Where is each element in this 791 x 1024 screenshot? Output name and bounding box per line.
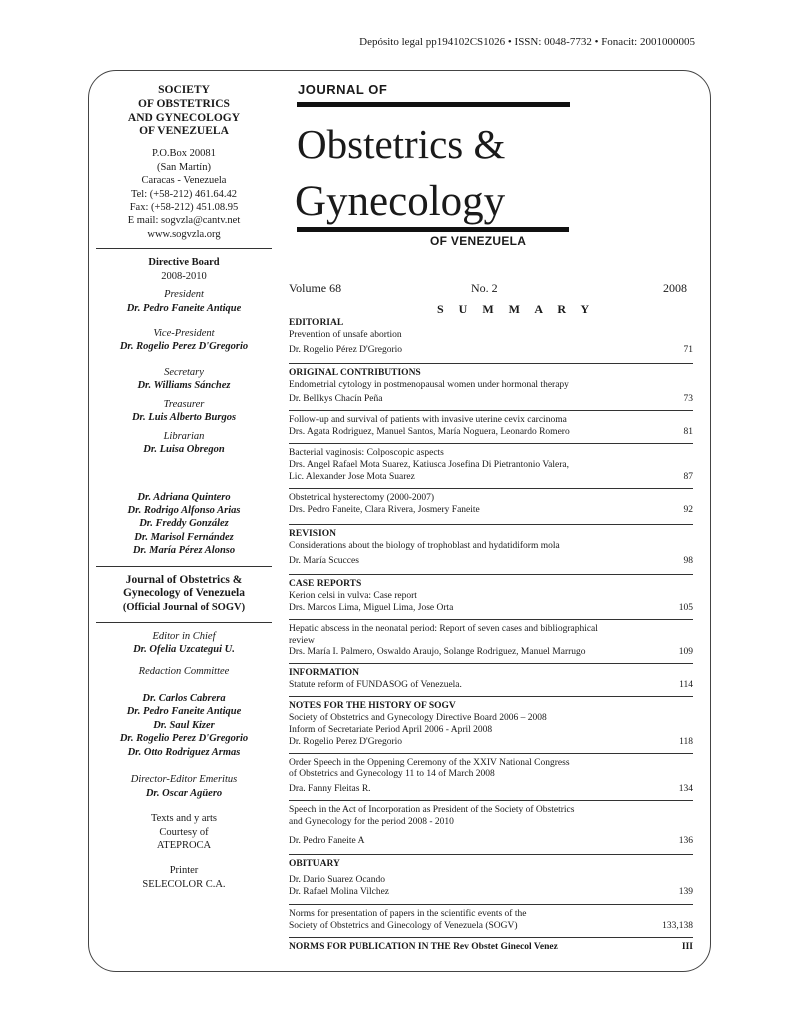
credit-line: SELECOLOR C.A. (142, 878, 226, 890)
divider (289, 800, 693, 801)
toc-entry (289, 680, 693, 692)
officer-role: Vice-President (153, 328, 215, 339)
article-authors: Lic. Alexander Jose Mota Suarez (289, 471, 415, 482)
journal-title (92, 574, 276, 602)
article-title-cont: of Obstetrics and Gynecology 11 to 14 of March 2008 (289, 769, 495, 780)
sidebar (92, 84, 276, 891)
credit-line: Printer (169, 865, 199, 877)
page-number: III (681, 942, 693, 953)
editor-name: Dr. Ofelia Uzcategui U. (133, 644, 235, 656)
divider (289, 854, 693, 855)
article-title[interactable]: Bacterial vaginosis: Colposcopic aspects (289, 448, 444, 458)
article-title[interactable]: Norms for presentation of papers in the scientific events of the (289, 909, 527, 920)
committee-member: Dr. Otto Rodriguez Armas (127, 746, 241, 758)
officer-name: Dr. Rogelio Perez D'Gregorio (119, 341, 249, 353)
toc-entry (289, 647, 693, 659)
toc-entry (289, 887, 693, 899)
section-heading: CASE REPORTS (289, 579, 362, 589)
article-title-cont: Society of Obstetrics and Ginecology of Venezuela (SOGV) (289, 921, 518, 932)
journal-title-line: Gynecology of Venezuela (122, 587, 246, 600)
page-number: 133,138 (662, 921, 693, 932)
po-box: P.O.Box 20081 (152, 148, 216, 160)
obituary-name: Dr. Dario Suarez Ocando (289, 874, 386, 885)
page-number: 73 (683, 394, 693, 405)
member-name: Dr. Freddy González (139, 518, 229, 530)
contact-info (92, 147, 276, 241)
member-name: Dr. María Pérez Alonso (132, 545, 236, 557)
section-heading: ORIGINAL CONTRIBUTIONS (289, 367, 421, 378)
page-number: 105 (678, 602, 693, 613)
toc-entry (289, 427, 693, 439)
divider (96, 566, 272, 567)
committee-list (92, 692, 276, 759)
divider (289, 696, 693, 697)
article-authors: Dr. Pedro Faneite A (289, 835, 365, 846)
editor-role: Editor in Chief (152, 630, 216, 642)
divider (289, 753, 693, 754)
issue-year: 2008 (663, 281, 687, 295)
article-authors: Drs. Angel Rafael Mota Suarez, Katiusca Josefina Di Pietrantonio Valera, (289, 459, 569, 470)
society-name-line: AND GYNECOLOGY (127, 111, 241, 124)
page-number: 71 (683, 344, 693, 355)
officer-name: Dr. Luisa Obregon (143, 444, 225, 456)
article-title[interactable]: Inform of Secretariate Period April 2006 - April 2008 (289, 724, 493, 735)
district: (San Martín) (157, 161, 211, 173)
committee-member: Dr. Pedro Faneite Antique (126, 706, 242, 718)
article-title[interactable]: Order Speech in the Oppening Ceremony of the XXIV National Congress (289, 757, 570, 768)
article-authors: Dr. Bellkys Chacín Peña (289, 394, 383, 405)
board-members (92, 491, 276, 558)
officer-name: Dr. Luis Alberto Burgos (131, 412, 237, 424)
article-authors: Dr. María Scucces (289, 556, 359, 567)
society-name-line: OF OBSTETRICS (138, 97, 230, 110)
section-heading: INFORMATION (289, 668, 360, 679)
divider (96, 622, 272, 623)
divider (289, 904, 693, 905)
credit-line: ATEPROCA (156, 839, 212, 851)
page-number: 136 (678, 835, 693, 846)
summary-heading: S U M M A R Y (437, 302, 596, 316)
emeritus-name: Dr. Oscar Agüero (145, 787, 223, 799)
fax: Fax: (+58-212) 451.08.95 (129, 201, 239, 213)
divider (289, 363, 693, 364)
issue-number: No. 2 (471, 281, 498, 295)
toc-entry (289, 737, 693, 749)
article-title-cont: and Gynecology for the period 2008 - 2010 (289, 817, 454, 827)
toc-entry (289, 921, 693, 933)
article-authors: Dra. Fanny Fleitas R. (289, 784, 371, 795)
phone: Tel: (+58-212) 461.64.42 (130, 188, 238, 200)
committee-member: Dr. Saul Kizer (153, 719, 215, 731)
article-authors: Drs. Agata Rodriguez, Manuel Santos, María Noguera, Leonardo Romero (289, 427, 570, 438)
section-heading: OBITUARY (289, 858, 340, 869)
article-title[interactable]: Statute reform of FUNDASOG of Venezuela. (289, 680, 462, 691)
toc-entry (289, 345, 693, 357)
page-number: 114 (679, 680, 693, 691)
society-name-line: SOCIETY (158, 84, 210, 96)
divider (289, 619, 693, 620)
member-name: Dr. Rodrigo Alfonso Arias (127, 504, 241, 516)
board-title: Directive Board (148, 257, 220, 269)
board-years: 2008-2010 (161, 270, 207, 282)
page-number: 92 (683, 504, 693, 515)
page-number: 109 (678, 647, 693, 658)
printer-credit (92, 864, 276, 891)
committee-member: Dr. Carlos Cabrera (142, 693, 226, 705)
article-authors: Dr. Rogelio Perez D'Gregorio (289, 736, 403, 747)
article-authors: Dr. Rogelio Pérez D'Gregorio (289, 344, 403, 355)
toc-entry (289, 394, 693, 406)
article-title[interactable]: Hepatic abscess in the neonatal period: Report of seven cases and bibliographical (289, 623, 598, 634)
section-heading: NOTES FOR THE HISTORY OF SOGV (289, 701, 456, 711)
article-title[interactable]: Kerion celsi in vulva: Case report (289, 590, 417, 601)
officer-name: Dr. Williams Sánchez (137, 380, 231, 392)
officer-role: Librarian (163, 430, 205, 442)
texts-credit (92, 812, 276, 852)
toc-entry (289, 942, 693, 954)
toc-entry (289, 556, 693, 568)
officer-role: Secretary (164, 366, 204, 378)
journal-official: (Official Journal of SOGV) (122, 602, 246, 614)
article-title[interactable]: Considerations about the biology of trophoblast and hydatidiform mola (289, 541, 560, 552)
masthead-rule (297, 102, 570, 107)
page-number: 81 (683, 427, 693, 438)
masthead-rule (297, 227, 569, 232)
divider (289, 488, 693, 489)
of-venezuela-label: OF VENEZUELA (430, 234, 527, 248)
toc-entry (289, 784, 693, 796)
emeritus-role: Director-Editor Emeritus (130, 774, 238, 786)
credit-line: Courtesy of (159, 826, 209, 838)
article-title[interactable]: Speech in the Act of Incorporation as President of the Society of Obstetrics (289, 805, 575, 816)
article-title[interactable]: Obstetrical hysterectomy (2000-2007) (289, 492, 435, 503)
section-heading: REVISION (289, 529, 336, 540)
page-number: 134 (678, 784, 693, 795)
society-name-line: OF VENEZUELA (139, 125, 229, 138)
journal-of-label: JOURNAL OF (298, 82, 388, 97)
divider (289, 524, 693, 525)
toc-entry (289, 472, 693, 484)
article-authors: Drs. Pedro Faneite, Clara Rivera, Josmery Faneite (289, 504, 480, 515)
divider (289, 574, 693, 575)
officer-role: Treasurer (163, 398, 205, 410)
page-number: 118 (679, 736, 693, 747)
toc-entry (289, 603, 693, 615)
obituary-name: Dr. Rafael Molina Vilchez (289, 886, 390, 897)
city: Caracas - Venezuela (141, 175, 227, 187)
masthead-title-line2: Gynecology (295, 178, 506, 225)
table-of-contents (289, 318, 693, 954)
deposit-legal-line: Depósito legal pp194102CS1026 • ISSN: 0048-7732 • Fonacit: 2001000005 (359, 36, 695, 48)
divider (289, 443, 693, 444)
divider (96, 248, 272, 249)
masthead-title-line1: Obstetrics & (297, 121, 506, 167)
officer-name: Dr. Pedro Faneite Antique (126, 302, 242, 314)
journal-title-line: Journal of Obstetrics & (125, 573, 243, 586)
divider (289, 663, 693, 664)
article-title-cont: review (289, 635, 315, 646)
credit-line: Texts and y arts (150, 813, 218, 825)
article-title[interactable]: NORMS FOR PUBLICATION IN THE Rev Obstet Ginecol Venez (289, 942, 558, 953)
society-name (92, 84, 276, 139)
email-link[interactable]: E mail: sogvzla@cantv.net (127, 215, 241, 227)
divider (289, 410, 693, 411)
toc-entry (289, 505, 693, 517)
website-link[interactable]: www.sogvzla.org (147, 228, 221, 240)
committee-title: Redaction Committee (138, 665, 230, 677)
toc-entry (289, 836, 693, 848)
officer-role: President (164, 289, 204, 301)
member-name: Dr. Adriana Quintero (137, 491, 231, 503)
volume: Volume 68 (289, 281, 342, 295)
article-authors: Drs. María I. Palmero, Oswaldo Araujo, Solange Rodriguez, Manuel Marrugo (289, 647, 586, 658)
article-title[interactable]: Follow-up and survival of patients with invasive uterine cevix carcinoma (289, 415, 567, 426)
article-title[interactable]: Endometrial cytology in postmenopausal women under hormonal therapy (289, 379, 569, 390)
section-heading: EDITORIAL (289, 318, 344, 328)
page-number: 87 (683, 471, 693, 482)
page-number: 139 (678, 886, 693, 897)
article-authors: Drs. Marcos Lima, Miguel Lima, Jose Orta (289, 602, 454, 613)
divider (289, 937, 693, 938)
article-title[interactable]: Prevention of unsafe abortion (289, 329, 402, 340)
page-number: 98 (683, 556, 693, 567)
committee-member: Dr. Rogelio Perez D'Gregorio (119, 733, 249, 745)
member-name: Dr. Marisol Fernández (134, 531, 234, 543)
article-title[interactable]: Society of Obstetrics and Gynecology Directive Board 2006 – 2008 (289, 712, 547, 723)
